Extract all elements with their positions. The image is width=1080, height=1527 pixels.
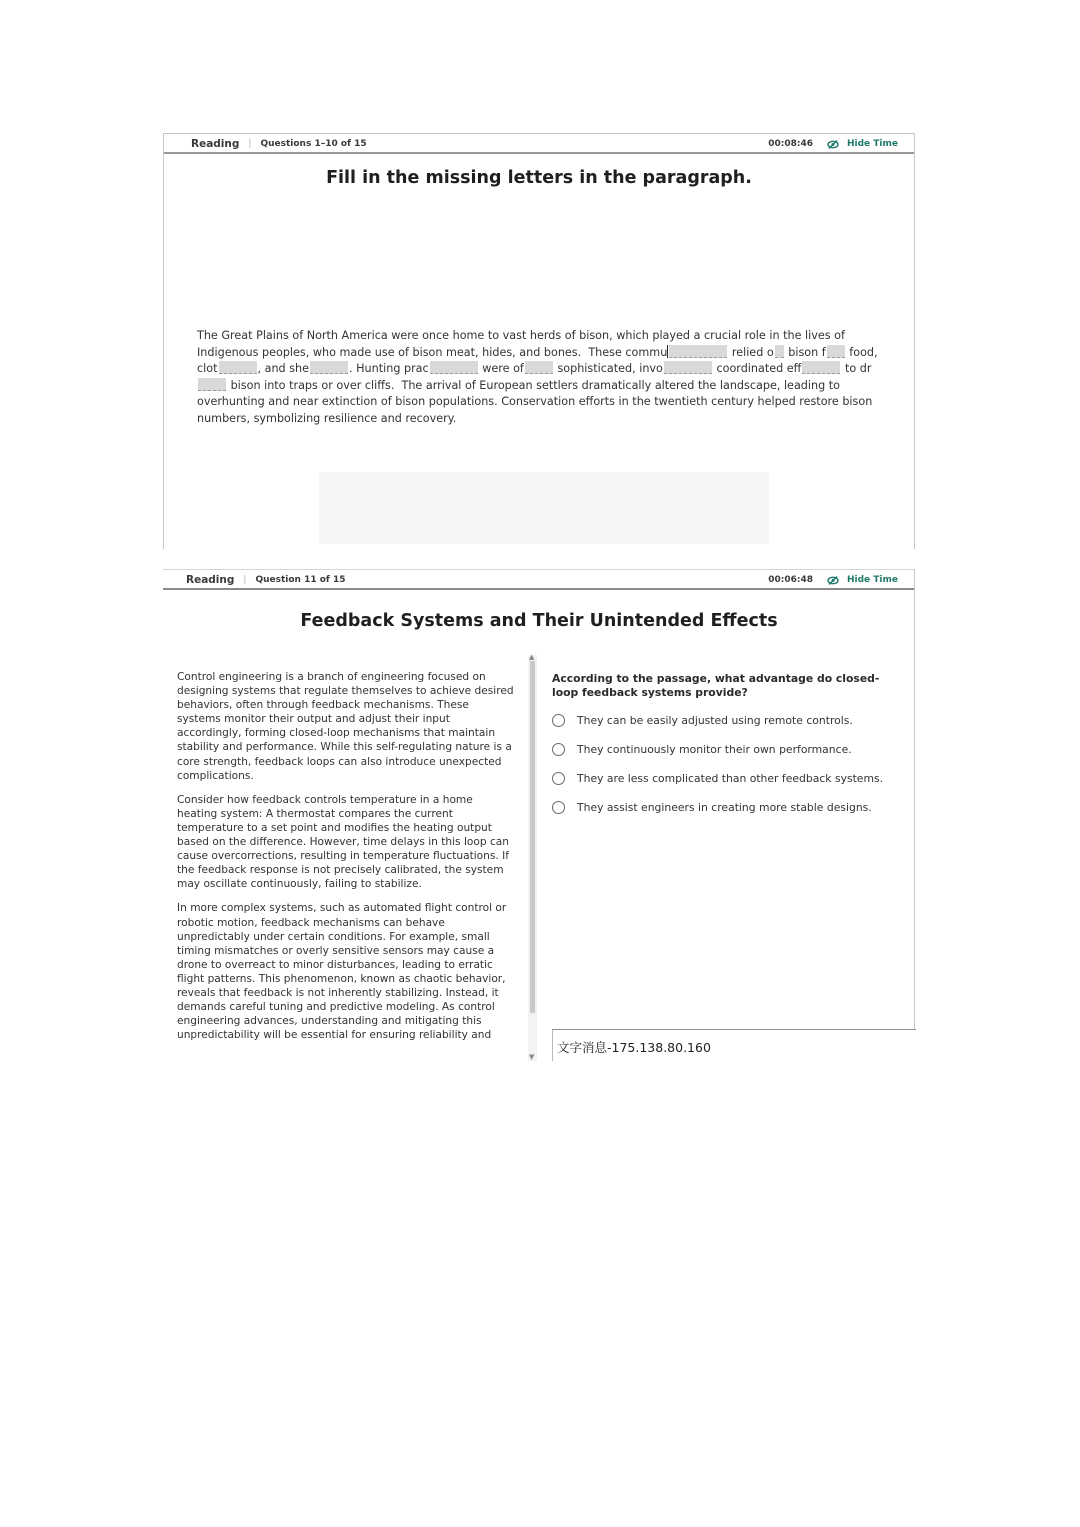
answer-option[interactable]: [552, 801, 872, 814]
word-fragment: eff: [786, 362, 802, 376]
top-bar: [163, 569, 915, 590]
faded-overlay: [319, 472, 769, 544]
timer: 00:08:46: [768, 139, 813, 149]
letter-blank[interactable]: [525, 361, 553, 374]
reading-passage: [177, 670, 515, 1052]
eye-slash-icon[interactable]: [827, 140, 839, 149]
letter-blank[interactable]: [310, 361, 348, 374]
sentence-text: The arrival of European settlers dramatically altered the landscape, leading to overhunting and near extinction of bison populations. Conservation efforts in the twentieth century helped restore bison numbers, symbolizing resilience and recovery.: [197, 378, 873, 425]
watermark-text: 文字消息-175.138.80.160: [557, 1040, 711, 1055]
fill-in-panel: [163, 133, 915, 549]
letter-blank[interactable]: [669, 345, 727, 358]
hide-time-button[interactable]: Hide Time: [846, 139, 898, 149]
radio-button[interactable]: [552, 743, 565, 756]
word-fragment: These commu: [588, 345, 668, 359]
radio-button[interactable]: [552, 801, 565, 814]
letter-blank[interactable]: [430, 361, 478, 374]
word-fragment: were of: [482, 362, 524, 376]
top-bar: [164, 134, 914, 154]
radio-button[interactable]: [552, 772, 565, 785]
divider: |: [243, 575, 247, 585]
question-progress: Questions 1–10 of 15: [260, 139, 367, 149]
option-label[interactable]: They are less complicated than other feedback systems.: [577, 772, 884, 785]
question-progress: Question 11 of 15: [255, 575, 346, 585]
passage-scrollbar[interactable]: [528, 655, 537, 1061]
passage-paragraph: In more complex systems, such as automated flight control or robotic motion, feedback mechanisms can behave unpredictably under certain conditions. For example, small timing mismatches or overly sensitive sensors may cause a drone to overreact to minor disturbances, leading to erratic flight patterns. This phenomenon, known as chaotic behavior, reveals that feedback is not inherently stabilizing. Instead, it demands careful tuning and predictive modeling. As control engineering advances, understanding and mitigating this unpredictability will be essential for ensuring reliability and: [177, 902, 507, 1042]
word-fragment: coordinated: [716, 362, 784, 376]
reading-question-panel: [163, 569, 915, 1061]
sentence-text: The Great Plains of North America were once home to vast herds of bison, which played a crucial role in the lives of Indigenous peoples, who made use of bison meat, hides, and bones.: [197, 329, 845, 359]
word-fragment: , and she: [257, 362, 310, 376]
option-label[interactable]: They continuously monitor their own performance.: [577, 743, 852, 756]
scroll-down-icon[interactable]: ▼: [529, 1053, 535, 1061]
answer-option[interactable]: [552, 743, 852, 756]
hide-time-button[interactable]: Hide Time: [846, 575, 898, 585]
option-label[interactable]: They assist engineers in creating more stable designs.: [577, 801, 872, 814]
letter-blank[interactable]: [802, 361, 840, 374]
timer: 00:06:48: [768, 575, 813, 585]
passage-title: Feedback Systems and Their Unintended Effects: [300, 611, 778, 631]
word-fragment: to dr: [844, 362, 872, 376]
word-fragment: . Hunting prac: [349, 362, 429, 376]
letter-blank[interactable]: [219, 361, 257, 374]
word-fragment: relied o: [731, 345, 774, 359]
message-box: [552, 1029, 916, 1061]
word-fragment: bison f: [788, 345, 826, 359]
section-label: Reading: [186, 574, 235, 586]
radio-button[interactable]: [552, 714, 565, 727]
divider: |: [248, 139, 252, 149]
word-fragment: food, clot: [197, 345, 878, 376]
scrollbar-thumb[interactable]: [530, 661, 535, 1013]
text-caret: [667, 345, 668, 358]
option-label[interactable]: They can be easily adjusted using remote controls.: [577, 714, 853, 727]
eye-slash-icon[interactable]: [827, 576, 839, 585]
scroll-up-icon[interactable]: ▲: [529, 653, 535, 661]
answer-option[interactable]: [552, 714, 853, 727]
word-fragment: sophisticated, invo: [557, 362, 663, 376]
question-text: According to the passage, what advantage do closed-loop feedback systems provide?: [552, 672, 880, 699]
fill-in-paragraph: [197, 328, 887, 428]
passage-paragraph: Consider how feedback controls temperature in a home heating system: A thermostat compares the current temperature to a set point and modifies the heating output based on the difference. However, time delays in this loop can cause overcorrections, resulting in temperature fluctuations. If the feedback response is not precisely calibrated, the system may oscillate continuously, failing to stabilize.: [177, 793, 509, 891]
letter-blank[interactable]: [827, 345, 845, 358]
letter-blank[interactable]: [664, 361, 712, 374]
section-label: Reading: [191, 138, 240, 150]
answer-option[interactable]: [552, 772, 883, 785]
letter-blank[interactable]: [775, 345, 784, 358]
page-title: Fill in the missing letters in the paragraph.: [326, 168, 752, 188]
word-fragment: bison into traps or over cliffs.: [230, 378, 395, 392]
letter-blank[interactable]: [198, 378, 226, 391]
passage-paragraph: Control engineering is a branch of engineering focused on designing systems that regulate themselves to achieve desired behaviors, often through feedback mechanisms. These systems monitor their output and adjust their input accordingly, forming closed-loop mechanisms that maintain stability and performance. While this self-regulating nature is a core strength, feedback loops can also introduce unexpected complications.: [177, 671, 514, 782]
